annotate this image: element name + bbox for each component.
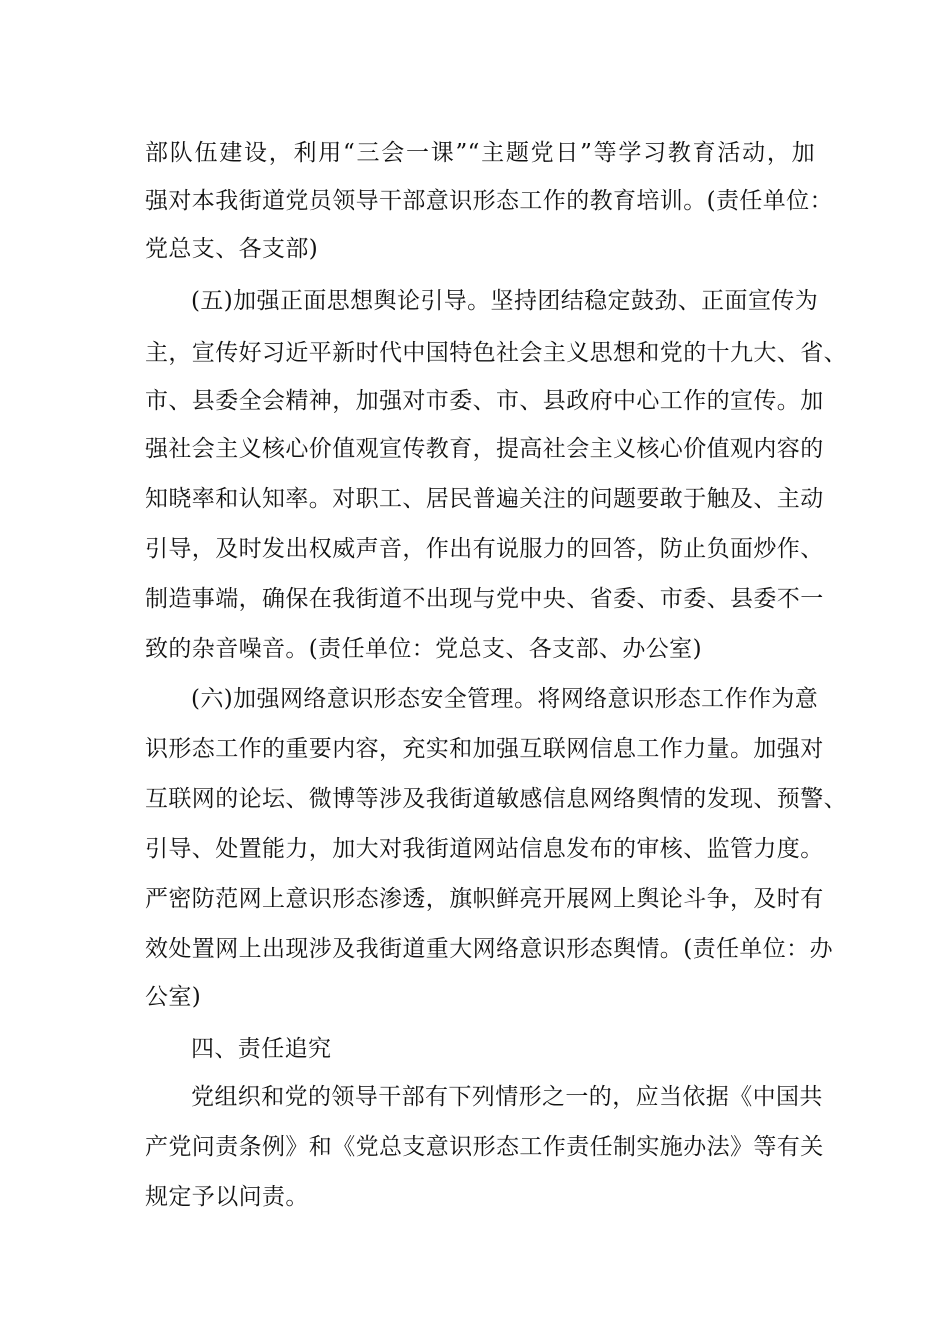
text-line: (六)加强网络意识形态安全管理。将网络意识形态工作作为意 xyxy=(191,686,819,712)
text-line: 效处置网上出现涉及我街道重大网络意识形态舆情。(责任单位：办 xyxy=(145,936,833,962)
section-heading: 四、责任追究 xyxy=(191,1036,332,1062)
text-line: 党组织和党的领导干部有下列情形之一的，应当依据《中国共 xyxy=(191,1084,823,1110)
text-line: 识形态工作的重要内容，充实和加强互联网信息工作力量。加强对 xyxy=(145,736,824,762)
text-line: 严密防范网上意识形态渗透，旗帜鲜亮开展网上舆论斗争，及时有 xyxy=(145,886,824,912)
text-line: 市、县委全会精神，加强对市委、市、县政府中心工作的宣传。加 xyxy=(145,388,824,414)
text-line: 强社会主义核心价值观宣传教育，提高社会主义核心价值观内容的 xyxy=(145,436,824,462)
text-line: 规定予以问责。 xyxy=(145,1184,309,1210)
text-line: 产党问责条例》和《党总支意识形态工作责任制实施办法》等有关 xyxy=(145,1134,824,1160)
text-line: 公室) xyxy=(145,984,202,1010)
text-line: 致的杂音噪音。(责任单位：党总支、各支部、办公室) xyxy=(145,636,702,662)
text-line: (五)加强正面思想舆论引导。坚持团结稳定鼓劲、正面宣传为 xyxy=(191,288,819,314)
text-line: 引导、处置能力，加大对我街道网站信息发布的审核、监管力度。 xyxy=(145,836,824,862)
text-line: 引导，及时发出权威声音，作出有说服力的回答，防止负面炒作、 xyxy=(145,536,824,562)
text-line: 部队伍建设，利用“三会一课”“主题党日”等学习教育活动，加 xyxy=(145,140,815,166)
text-line: 互联网的论坛、微博等涉及我街道敏感信息网络舆情的发现、预警、 xyxy=(145,786,847,812)
text-line: 强对本我街道党员领导干部意识形态工作的教育培训。(责任单位： xyxy=(145,188,833,214)
text-line: 知晓率和认知率。对职工、居民普遍关注的问题要敢于触及、主动 xyxy=(145,486,824,512)
text-line: 主，宣传好习近平新时代中国特色社会主义思想和党的十九大、省、 xyxy=(145,340,847,366)
text-line: 制造事端，确保在我街道不出现与党中央、省委、市委、县委不一 xyxy=(145,586,824,612)
text-line: 党总支、各支部) xyxy=(145,236,319,262)
